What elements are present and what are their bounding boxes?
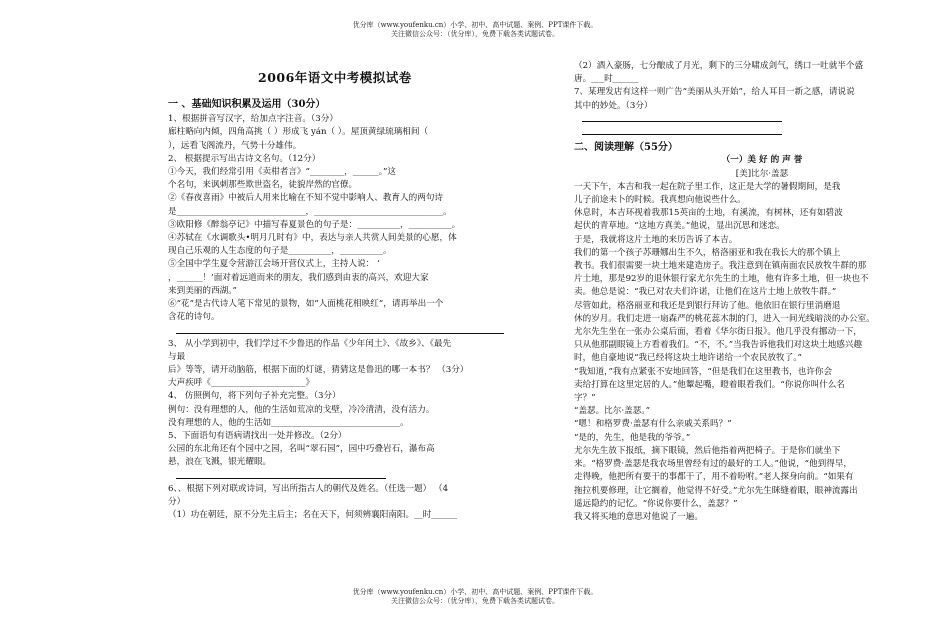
question-line: ，______！’面对着远道而来的朋友，我们感到由衷的高兴，欢迎大家 xyxy=(168,272,429,283)
question-line: （2）酒入豪肠，七分酿成了月光，剩下的三分啸成剑气，绣口一吐就半个盛 xyxy=(574,61,864,71)
story-line: 走得晚，他把所有要干的事都干了，用不着吩咐。”老人探身向前。“如果有 xyxy=(574,472,854,483)
story-line: 拖拉机要修理，让它搁着，他觉得不好受。”尤尔先生眯缝着眼，眼神流露出 xyxy=(574,485,858,496)
question-line: ⑥“花”是古代诗人笔下常见的景物，如“人面桃花相映红”，请再举出一个 xyxy=(168,299,444,310)
answer-line xyxy=(176,333,504,334)
question-line: ②《春夜喜雨》中被后人用来比喻在不知不觉中影响人、教育人的两句诗 xyxy=(168,193,444,204)
answer-line xyxy=(176,478,386,479)
answer-line xyxy=(582,121,782,122)
story-line: 遥远隐约的记忆。“你说你要什么，盖瑟？” xyxy=(574,498,738,509)
story-line: “是的，先生，他是我的爷爷。” xyxy=(574,432,691,443)
question-line: 唐。___时______ xyxy=(574,74,639,85)
story-line: 字？” xyxy=(574,393,596,404)
answer-blank-line xyxy=(574,113,950,126)
story-line: 尤尔先生放下报纸，摘下眼镜，然后他指着两把椅子。于是你们就坐下 xyxy=(574,445,841,456)
answer-blank-line xyxy=(574,126,950,139)
question-line: 是______________________________，______________________________。 xyxy=(168,206,452,217)
story-line: “盖瑟。比尔·盖瑟。” xyxy=(574,406,650,417)
question-line: 公园的东北角还有个园中之园，名叫“翠石园”，园中巧叠岩石，瀑布高 xyxy=(168,444,435,455)
page-header xyxy=(0,21,950,39)
page-footer xyxy=(0,588,950,606)
section-1-heading: 一 、基础知识积累及运用（30分） xyxy=(168,99,326,110)
question-line: 6、、根据下列对联或诗词，写出所指古人的朝代及姓名。（任选一题） （4 xyxy=(168,483,449,494)
right-column xyxy=(574,60,950,524)
story-line: 一天下午，本吉和我一起在院子里工作，这正是大学的暑假期间，是我 xyxy=(574,181,841,192)
question-line: 分） xyxy=(168,497,186,508)
question-line: ①今天，我们经常引用《卖柑者言》“________，______。”这 xyxy=(168,167,396,178)
question-line: 1、根据拼音写汉字，给加点字注音。（3分） xyxy=(168,114,338,125)
story-line: 时，他自豪地说“我已经将这块土地许诺给一个农民放牧了。” xyxy=(574,353,802,364)
question-line: ④苏轼在《水调歌头•明月几时有》中，表达与亲人共赏人间美景的心愿，体 xyxy=(168,233,457,244)
story-line: 只从他那副眼镜上方看着我们。“不，不。”当我告诉他我们对这块土地感兴趣 xyxy=(574,340,863,351)
story-line: 卖给打算在这里定居的人。”他颦起嘴，瞪着眼看我们。“你说你叫什么名 xyxy=(574,379,845,390)
header-line-1: 优分库（www.youfenku.cn）小学、初中、高中试题、案例、PPT课件下载。 xyxy=(352,21,598,29)
story-line: 片土地，那是92岁的退休银行家尤尔先生的土地，他有许多土地，但一块也不 xyxy=(574,274,869,285)
answer-line xyxy=(582,134,782,135)
question-line: ⑤全国中学生夏令营游江会场开营仪式上，主持人说： ‘ xyxy=(168,259,380,270)
question-line: 没有理想的人，他的生活如______________________________。 xyxy=(168,417,409,428)
answer-blank-line xyxy=(168,470,546,483)
question-line: 与最 xyxy=(168,351,186,362)
story-line: 我们的第一个孩子苏珊娜出生不久，格洛丽亚和我在我长大的那个镇上 xyxy=(574,247,841,258)
question-line: 例句：没有理想的人，他的生活如荒凉的戈壁，冷冷清清，没有活力。 xyxy=(168,404,435,415)
story-line: 我又将买地的意思对他说了一遍。 xyxy=(574,511,703,522)
story-line: 休的岁月。我们走进一扇森严的桃花蕊木制的门，进入一间光线暗淡的办公室。 xyxy=(574,313,875,324)
header-line-2: 关注微信公众号：（优分库），免费下载各类试题试卷。 xyxy=(391,30,559,38)
question-line: 4、 仿照例句，将下列句子补充完整。（3分） xyxy=(168,391,341,402)
question-line: 大声疾呼《______________________》 xyxy=(168,378,315,389)
question-line: 3、 从小学到初中，我们学过不少鲁迅的作品《少年闰土》、《故乡》、《最先 xyxy=(168,338,452,349)
story-line: 教书。我们很需要一块土地来建造房子。我注意到在镇南面农民放牧牛群的那 xyxy=(574,261,867,272)
question-line: 悬，浪在飞溅，银光耀眼。 xyxy=(168,457,272,468)
question-line: 其中的妙处。（3分） xyxy=(574,100,653,111)
story-line: “嗯！和格罗费·盖瑟有什么亲戚关系吗？” xyxy=(574,419,732,430)
story-line: 起伏的青草地。“这地方真美。”他说，显出沉思和迷恋。 xyxy=(574,221,785,232)
story-line: 卖。他总是说：“我已对农夫们许诺，让他们在这片土地上放牧牛群。” xyxy=(574,287,837,298)
story-title: （一）美 好 的 声 誉 xyxy=(721,155,803,166)
question-line: 2、 根据提示写出古诗文名句。（12分） xyxy=(168,153,321,164)
question-line: 廊柱略向内倾，四角高挑（ ）形成飞 yán（ ）。屋顶黄绿琉璃相间（ xyxy=(168,127,429,138)
story-line: 尽管如此，格洛丽亚和我还是到银行拜访了他。他依旧在银行里消磨退 xyxy=(574,300,841,311)
story-author: [美]比尔·盖瑟 xyxy=(735,168,789,179)
question-line: 现自己乐观的人生态度的句子是__________，__________。 xyxy=(168,246,392,257)
question-line: 含花的诗句。 xyxy=(168,312,220,323)
question-line: ③欧阳修《醉翁亭记》中描写春夏景色的句子是：__________，__________。 xyxy=(168,219,461,230)
story-line: 儿子前途未卜的时候。我真想向他说些什么。 xyxy=(574,195,746,206)
story-line: 尤尔先生坐在一张办公桌后面，看着《华尔街日报》。他几乎没有挪动一下， xyxy=(574,327,862,338)
question-line: 来到美丽的西湖。” xyxy=(168,285,237,296)
document-title: 2006年语文中考模拟试卷 xyxy=(258,70,412,85)
left-column xyxy=(168,98,546,523)
question-line: 5、下面语句有语病请找出一处并修改。（2分） xyxy=(168,431,347,442)
answer-blank-line xyxy=(168,324,546,337)
story-line: 休息时，本吉环视着我那15英亩的土地，有溪流，有树林，还有如碧波 xyxy=(574,208,843,219)
question-line: 7、某理发店有这样一则广告“美丽从头开始”，给人耳目一新之感，请说说 xyxy=(574,87,855,98)
question-line: ），远看飞阁流丹，气势十分雄伟。 xyxy=(168,140,302,151)
question-line: 后》等等，请开动脑筋，根据下面的灯谜，猜猜这是鲁迅的哪一本书？ （3分） xyxy=(168,365,469,376)
question-line: （1）功在朝廷，原不分先主后主；名在天下，何须辨襄阳南阳。__时______ xyxy=(168,510,458,521)
section-2-heading: 二、阅读理解（55分） xyxy=(574,142,678,154)
story-line: 来。“格罗费·盖瑟是我农场里曾经有过的最好的工人。”他说，“他到得早， xyxy=(574,459,853,470)
footer-line-2: 关注微信公众号：（优分库），免费下载各类试题试卷。 xyxy=(391,597,559,605)
footer-line-1: 优分库（www.youfenku.cn）小学、初中、高中试题、案例、PPT课件下载。 xyxy=(352,588,598,596)
story-line: 于是，我就将这片土地的来历告诉了本吉。 xyxy=(574,234,738,245)
story-line: “我知道，”我有点紧张不安地回答，“但是我们在这里教书，也许你会 xyxy=(574,366,833,377)
question-line: 个名句，来讽刺那些欺世盗名，徒貌岸然的官僚。 xyxy=(168,180,358,191)
